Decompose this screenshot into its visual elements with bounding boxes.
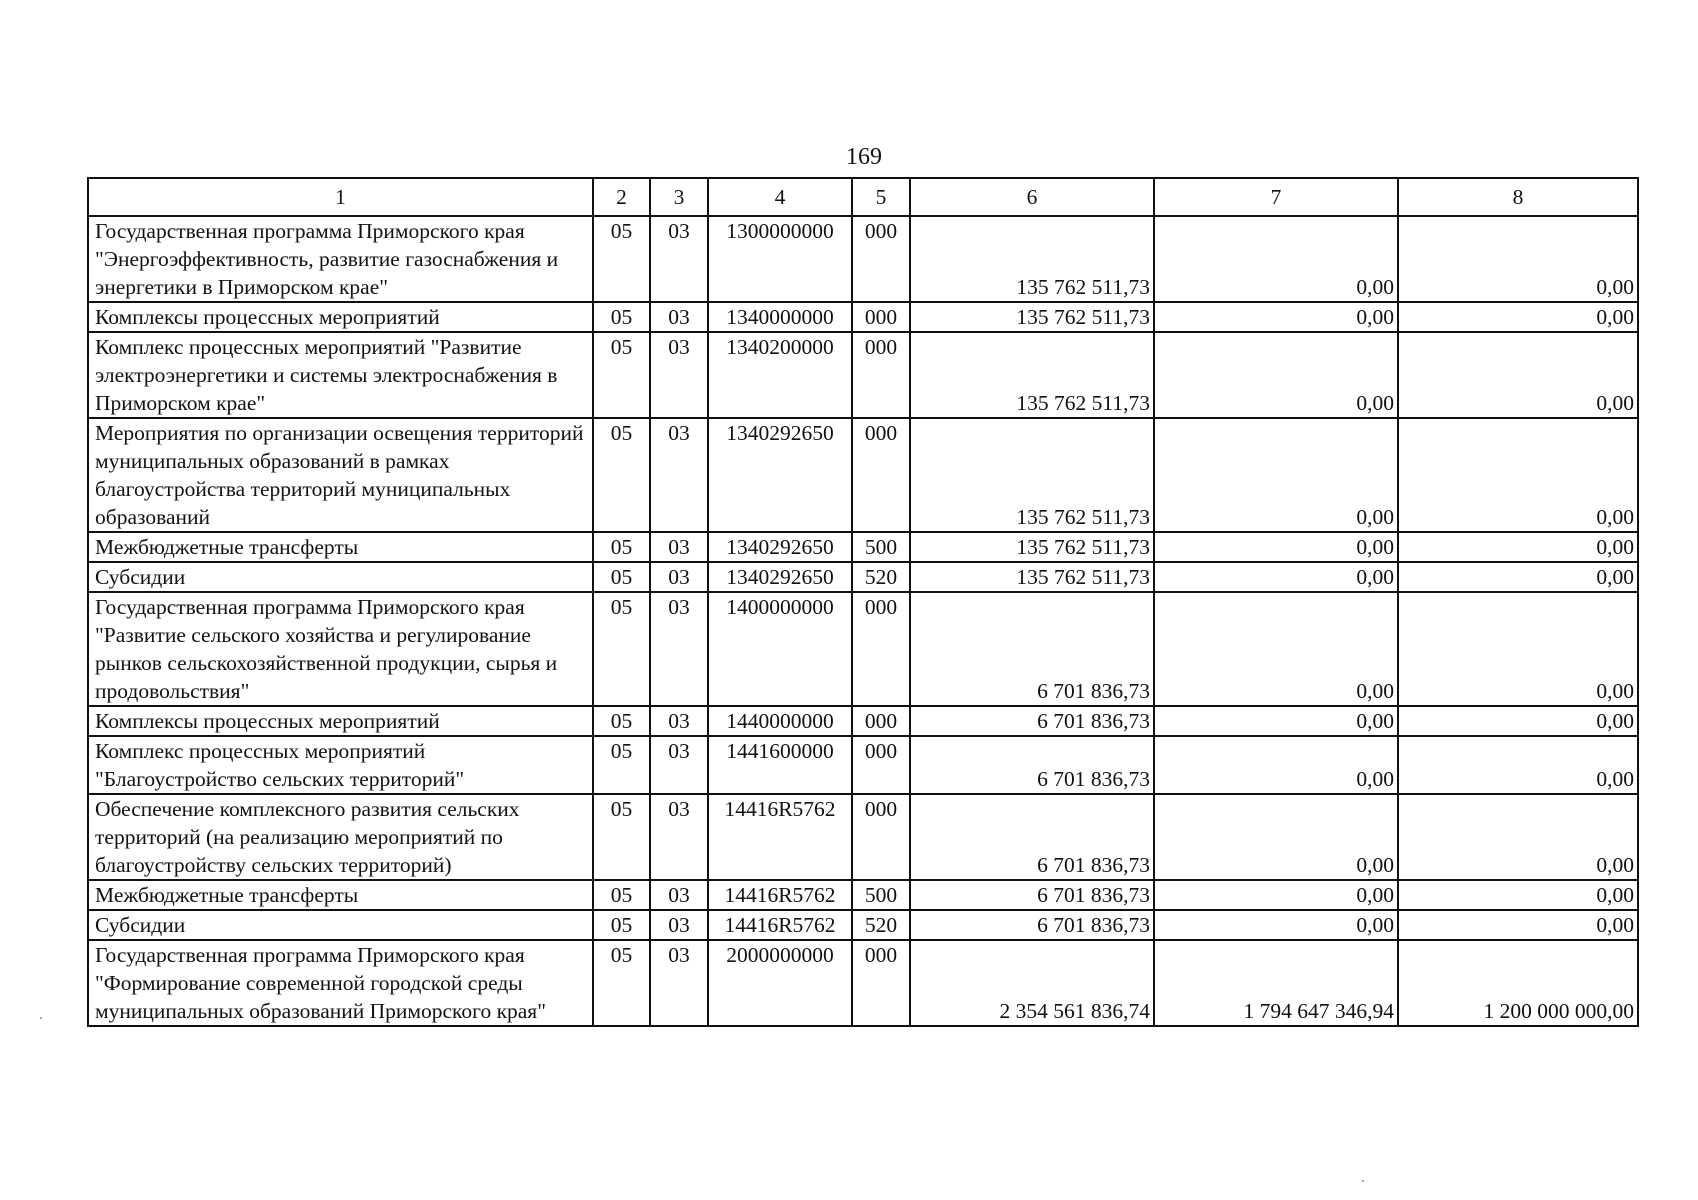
budget-table — [87, 177, 1639, 1027]
amount-cell-col7: 0,00 — [1154, 794, 1398, 880]
scan-speck — [1362, 1180, 1364, 1182]
table-row — [88, 418, 1638, 532]
amount-cell-col6: 6 701 836,73 — [910, 910, 1154, 940]
amount-cell-col6: 6 701 836,73 — [910, 880, 1154, 910]
target-article-cell: 2000000000 — [708, 940, 852, 1026]
target-article-cell: 14416R5762 — [708, 794, 852, 880]
amount-cell-col7: 0,00 — [1154, 532, 1398, 562]
amount-cell-col8: 0,00 — [1398, 302, 1638, 332]
amount-cell-col6: 135 762 511,73 — [910, 418, 1154, 532]
expense-kind-cell: 000 — [852, 332, 910, 418]
expense-name-cell: Государственная программа Приморского края "Энергоэффективность, развитие газоснабжения и энергетики в Приморском крае" — [88, 216, 593, 302]
target-article-cell: 1340200000 — [708, 332, 852, 418]
expense-kind-cell: 000 — [852, 706, 910, 736]
target-article-cell: 14416R5762 — [708, 910, 852, 940]
section-code-cell: 05 — [593, 910, 650, 940]
amount-cell-col8: 0,00 — [1398, 216, 1638, 302]
column-number: 1 — [88, 178, 593, 216]
amount-cell-col6: 6 701 836,73 — [910, 592, 1154, 706]
amount-cell-col8: 0,00 — [1398, 592, 1638, 706]
amount-cell-col7: 0,00 — [1154, 418, 1398, 532]
table-row — [88, 706, 1638, 736]
page-number: 169 — [846, 144, 882, 170]
amount-cell-col7: 0,00 — [1154, 706, 1398, 736]
amount-cell-col7: 0,00 — [1154, 910, 1398, 940]
table-row — [88, 794, 1638, 880]
expense-kind-cell: 000 — [852, 418, 910, 532]
column-number: 8 — [1398, 178, 1638, 216]
amount-cell-col8: 1 200 000 000,00 — [1398, 940, 1638, 1026]
subsection-code-cell: 03 — [650, 216, 708, 302]
amount-cell-col7: 0,00 — [1154, 592, 1398, 706]
subsection-code-cell: 03 — [650, 736, 708, 794]
expense-kind-cell: 000 — [852, 794, 910, 880]
amount-cell-col8: 0,00 — [1398, 880, 1638, 910]
expense-name-cell: Комплекс процессных мероприятий "Развитие электроэнергетики и системы электроснабжения в Приморском крае" — [88, 332, 593, 418]
section-code-cell: 05 — [593, 880, 650, 910]
amount-cell-col6: 2 354 561 836,74 — [910, 940, 1154, 1026]
column-number: 2 — [593, 178, 650, 216]
section-code-cell: 05 — [593, 562, 650, 592]
table-row — [88, 216, 1638, 302]
expense-name-cell: Государственная программа Приморского края "Формирование современной городской среды муниципальных образований Приморского края" — [88, 940, 593, 1026]
amount-cell-col6: 135 762 511,73 — [910, 562, 1154, 592]
expense-name-cell: Комплекс процессных мероприятий "Благоустройство сельских территорий" — [88, 736, 593, 794]
subsection-code-cell: 03 — [650, 940, 708, 1026]
amount-cell-col7: 0,00 — [1154, 332, 1398, 418]
column-number: 5 — [852, 178, 910, 216]
amount-cell-col7: 0,00 — [1154, 736, 1398, 794]
amount-cell-col8: 0,00 — [1398, 562, 1638, 592]
section-code-cell: 05 — [593, 940, 650, 1026]
subsection-code-cell: 03 — [650, 910, 708, 940]
expense-kind-cell: 520 — [852, 562, 910, 592]
subsection-code-cell: 03 — [650, 532, 708, 562]
section-code-cell: 05 — [593, 302, 650, 332]
expense-name-cell: Государственная программа Приморского края "Развитие сельского хозяйства и регулирование рынков сельскохозяйственной продукции, сырья и продовольствия" — [88, 592, 593, 706]
table-row — [88, 880, 1638, 910]
expense-kind-cell: 000 — [852, 216, 910, 302]
subsection-code-cell: 03 — [650, 592, 708, 706]
subsection-code-cell: 03 — [650, 302, 708, 332]
scan-speck — [40, 1017, 42, 1019]
section-code-cell: 05 — [593, 332, 650, 418]
expense-name-cell: Комплексы процессных мероприятий — [88, 302, 593, 332]
amount-cell-col6: 6 701 836,73 — [910, 706, 1154, 736]
amount-cell-col8: 0,00 — [1398, 736, 1638, 794]
section-code-cell: 05 — [593, 216, 650, 302]
target-article-cell: 1441600000 — [708, 736, 852, 794]
column-number-row — [88, 178, 1638, 216]
expense-name-cell: Обеспечение комплексного развития сельских территорий (на реализацию мероприятий по благоустройству сельских территорий) — [88, 794, 593, 880]
section-code-cell: 05 — [593, 736, 650, 794]
amount-cell-col8: 0,00 — [1398, 706, 1638, 736]
amount-cell-col6: 135 762 511,73 — [910, 332, 1154, 418]
target-article-cell: 1400000000 — [708, 592, 852, 706]
target-article-cell: 14416R5762 — [708, 880, 852, 910]
amount-cell-col8: 0,00 — [1398, 418, 1638, 532]
section-code-cell: 05 — [593, 532, 650, 562]
budget-table-body — [88, 178, 1638, 1026]
expense-kind-cell: 520 — [852, 910, 910, 940]
subsection-code-cell: 03 — [650, 332, 708, 418]
subsection-code-cell: 03 — [650, 794, 708, 880]
amount-cell-col6: 6 701 836,73 — [910, 794, 1154, 880]
amount-cell-col8: 0,00 — [1398, 794, 1638, 880]
table-row — [88, 302, 1638, 332]
expense-kind-cell: 500 — [852, 532, 910, 562]
subsection-code-cell: 03 — [650, 562, 708, 592]
column-number: 6 — [910, 178, 1154, 216]
amount-cell-col6: 135 762 511,73 — [910, 302, 1154, 332]
expense-name-cell: Межбюджетные трансферты — [88, 532, 593, 562]
amount-cell-col6: 6 701 836,73 — [910, 736, 1154, 794]
target-article-cell: 1340292650 — [708, 562, 852, 592]
amount-cell-col6: 135 762 511,73 — [910, 216, 1154, 302]
amount-cell-col8: 0,00 — [1398, 532, 1638, 562]
expense-name-cell: Субсидии — [88, 562, 593, 592]
expense-kind-cell: 000 — [852, 302, 910, 332]
amount-cell-col6: 135 762 511,73 — [910, 532, 1154, 562]
expense-name-cell: Мероприятия по организации освещения территорий муниципальных образований в рамках благоустройства территорий муниципальных образований — [88, 418, 593, 532]
section-code-cell: 05 — [593, 418, 650, 532]
table-row — [88, 332, 1638, 418]
table-row — [88, 736, 1638, 794]
target-article-cell: 1340292650 — [708, 418, 852, 532]
column-number: 7 — [1154, 178, 1398, 216]
subsection-code-cell: 03 — [650, 706, 708, 736]
target-article-cell: 1300000000 — [708, 216, 852, 302]
amount-cell-col7: 0,00 — [1154, 562, 1398, 592]
column-number: 4 — [708, 178, 852, 216]
expense-kind-cell: 000 — [852, 736, 910, 794]
target-article-cell: 1440000000 — [708, 706, 852, 736]
column-number: 3 — [650, 178, 708, 216]
expense-kind-cell: 000 — [852, 940, 910, 1026]
amount-cell-col7: 0,00 — [1154, 880, 1398, 910]
amount-cell-col7: 0,00 — [1154, 216, 1398, 302]
amount-cell-col7: 1 794 647 346,94 — [1154, 940, 1398, 1026]
amount-cell-col8: 0,00 — [1398, 910, 1638, 940]
table-row — [88, 532, 1638, 562]
target-article-cell: 1340292650 — [708, 532, 852, 562]
table-row — [88, 940, 1638, 1026]
amount-cell-col8: 0,00 — [1398, 332, 1638, 418]
expense-kind-cell: 000 — [852, 592, 910, 706]
table-row — [88, 562, 1638, 592]
expense-name-cell: Межбюджетные трансферты — [88, 880, 593, 910]
subsection-code-cell: 03 — [650, 880, 708, 910]
expense-name-cell: Комплексы процессных мероприятий — [88, 706, 593, 736]
table-row — [88, 910, 1638, 940]
table-row — [88, 592, 1638, 706]
subsection-code-cell: 03 — [650, 418, 708, 532]
section-code-cell: 05 — [593, 794, 650, 880]
expense-kind-cell: 500 — [852, 880, 910, 910]
section-code-cell: 05 — [593, 706, 650, 736]
target-article-cell: 1340000000 — [708, 302, 852, 332]
section-code-cell: 05 — [593, 592, 650, 706]
amount-cell-col7: 0,00 — [1154, 302, 1398, 332]
expense-name-cell: Субсидии — [88, 910, 593, 940]
